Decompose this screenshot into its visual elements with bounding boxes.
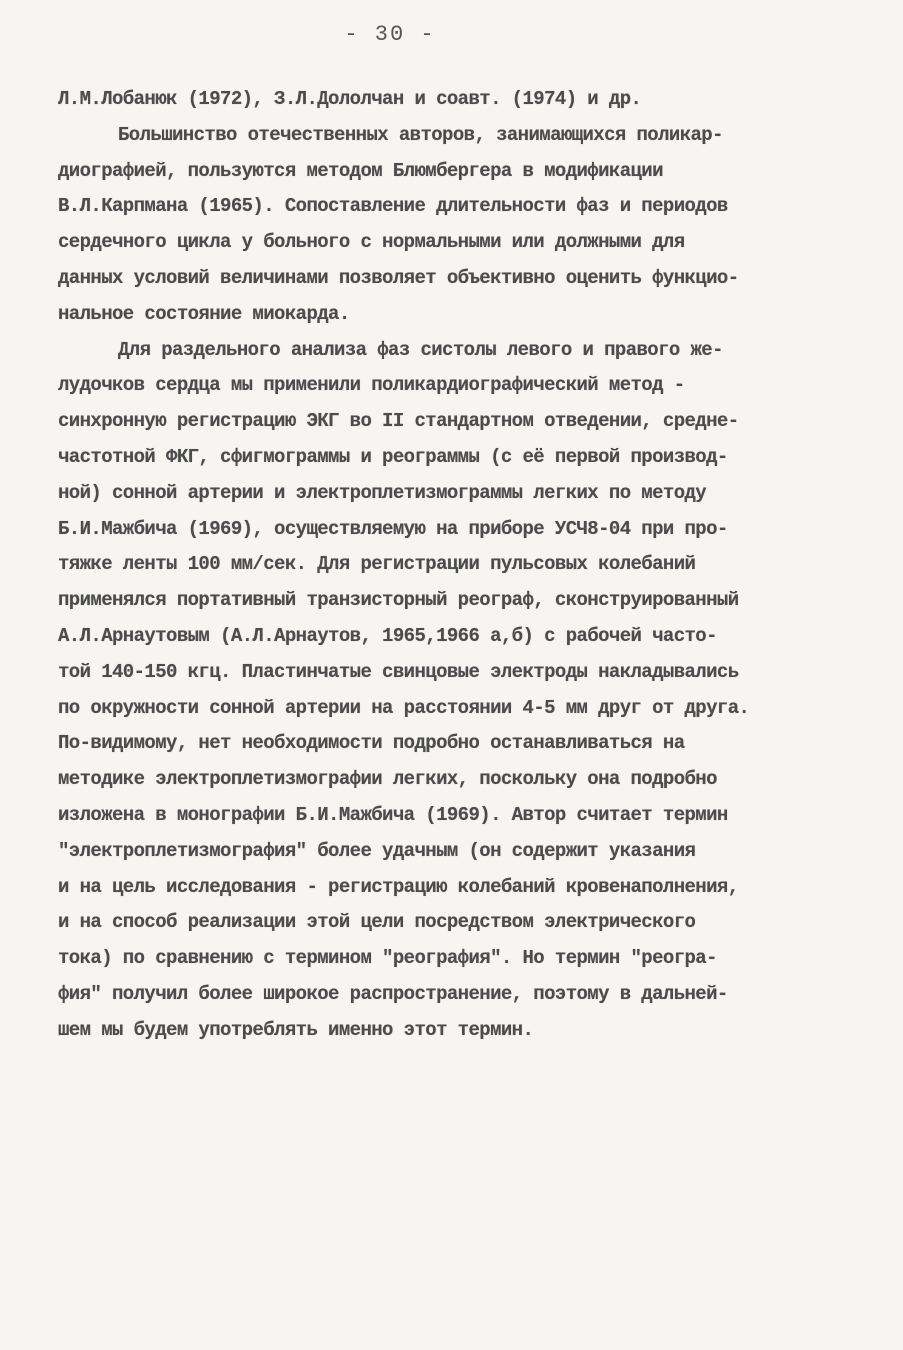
text-line: изложена в монографии Б.И.Мажбича (1969). Автор считает термин: [58, 803, 728, 826]
text-line: по окружности сонной артерии на расстоянии 4-5 мм друг от друга.: [58, 696, 750, 719]
text-line: Л.М.Лобанюк (1972), З.Л.Дололчан и соавт. (1974) и др.: [58, 88, 642, 110]
text-line: и на цель исследования - регистрацию колебаний кровенаполнения,: [58, 875, 739, 898]
text-line: и на способ реализации этой цели посредством электрического: [58, 911, 696, 934]
text-line: применялся портативный транзисторный реограф, сконструированный: [58, 589, 739, 612]
text-line: В.Л.Карпмана (1965). Сопоставление длительности фаз и периодов: [58, 195, 728, 218]
text-line: Для раздельного анализа фаз систолы левого и правого же-: [118, 338, 723, 361]
text-line: тока) по сравнению с термином "реография". Но термин "реогра-: [58, 947, 717, 970]
body-text: [58, 82, 858, 1049]
text-line: А.Л.Арнаутовым (А.Л.Арнаутов, 1965,1966 а,б) с рабочей часто-: [58, 624, 717, 647]
text-line: фия" получил более широкое распространение, поэтому в дальней-: [58, 982, 728, 1005]
text-line: методике электроплетизмографии легких, поскольку она подробно: [58, 768, 717, 791]
text-line: сердечного цикла у больного с нормальными или должными для: [58, 231, 685, 254]
text-line: нальное состояние миокарда.: [58, 302, 350, 325]
text-line: Б.И.Мажбича (1969), осуществляемую на приборе УСЧ8-04 при про-: [58, 517, 728, 540]
text-line: диографией, пользуются методом Блюмбергера в модификации: [58, 159, 663, 182]
text-line: той 140-150 кгц. Пластинчатые свинцовые электроды накладывались: [58, 660, 739, 683]
page-number: - 30 -: [344, 22, 436, 47]
text-line: ной) сонной артерии и электроплетизмограммы легких по методу: [58, 481, 707, 504]
text-line: данных условий величинами позволяет объективно оценить функцио-: [58, 266, 739, 289]
text-line: шем мы будем употреблять именно этот термин.: [58, 1018, 534, 1041]
text-line: Большинство отечественных авторов, занимающихся поликар-: [118, 123, 723, 146]
text-line: По-видимому, нет необходимости подробно останавливаться на: [58, 732, 685, 755]
text-line: лудочков сердца мы применили поликардиографический метод -: [58, 374, 685, 397]
text-line: синхронную регистрацию ЭКГ во II стандартном отведении, средне-: [58, 410, 739, 433]
text-line: "электроплетизмография" более удачным (он содержит указания: [58, 839, 696, 862]
text-line: тяжке ленты 100 мм/сек. Для регистрации пульсовых колебаний: [58, 553, 696, 576]
text-line: частотной ФКГ, сфигмограммы и реограммы (с её первой производ-: [58, 445, 728, 468]
